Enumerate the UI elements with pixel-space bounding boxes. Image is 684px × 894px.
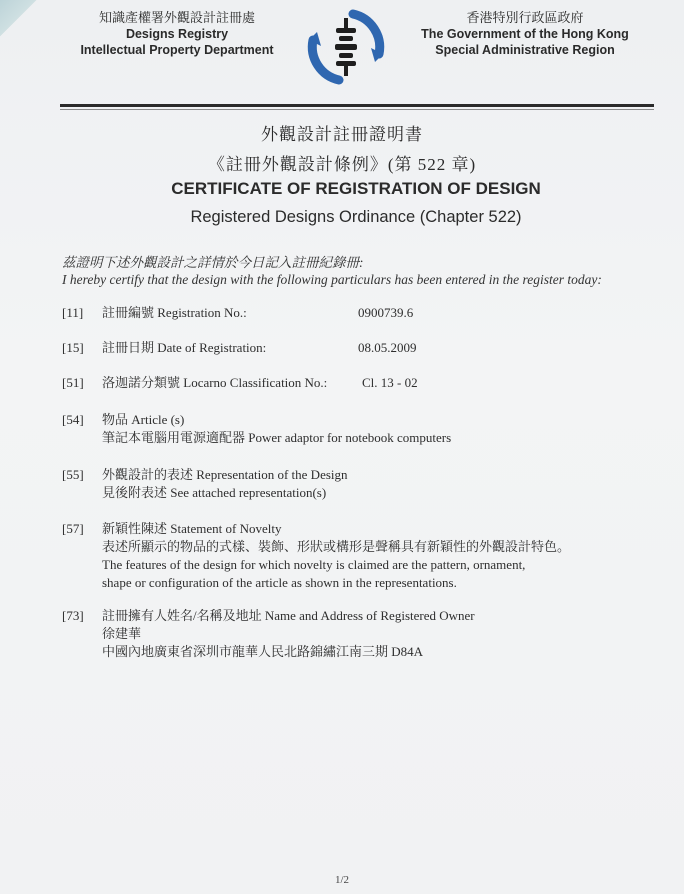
novelty-zh: 表述所顯示的物品的式樣、裝飾、形狀或構形是聲稱具有新穎性的外觀設計特色。 xyxy=(102,539,571,554)
owner-heading: 註冊擁有人姓名/名稱及地址 Name and Address of Registered Owner xyxy=(102,608,475,623)
ordinance-zh: 《註冊外觀設計條例》(第 522 章) xyxy=(207,155,477,174)
article-heading: 物品 Article (s) xyxy=(102,412,185,427)
header-hk-government xyxy=(410,10,640,58)
header-left-en2: Intellectual Property Department xyxy=(80,43,274,57)
title-en: CERTIFICATE OF REGISTRATION OF DESIGN xyxy=(171,179,541,198)
title-zh: 外觀設計註冊證明書 xyxy=(261,125,423,144)
field-label: 註冊編號 Registration No.: xyxy=(102,305,247,320)
novelty-heading: 新穎性陳述 Statement of Novelty xyxy=(102,521,282,536)
field-number: [15] xyxy=(62,340,84,355)
header-right-en2: Special Administrative Region xyxy=(435,43,615,57)
article-description: 筆記本電腦用電源適配器 Power adaptor for notebook computers xyxy=(102,430,452,445)
representation-note: 見後附表述 See attached representation(s) xyxy=(102,485,327,500)
field-number: [55] xyxy=(62,467,84,482)
header-divider-thin xyxy=(60,109,654,110)
field-number: [57] xyxy=(62,521,84,536)
header-left-zh: 知識產權署外觀設計註冊處 xyxy=(98,10,255,25)
registration-number: 0900739.6 xyxy=(358,305,414,320)
novelty-en-2: shape or configuration of the article as shown in the representations. xyxy=(102,575,457,590)
field-number: [73] xyxy=(62,608,84,623)
certification-statement xyxy=(62,254,602,288)
header-right-en1: The Government of the Hong Kong xyxy=(421,27,629,41)
certify-en: I hereby certify that the design with the following particulars has been entered in the register today: xyxy=(62,272,602,287)
header-designs-registry xyxy=(72,10,282,58)
field-label: 註冊日期 Date of Registration: xyxy=(102,340,267,355)
header-left-en1: Designs Registry xyxy=(125,27,229,41)
ordinance-en: Registered Designs Ordinance (Chapter 522) xyxy=(190,208,522,226)
novelty-en-1: The features of the design for which novelty is claimed are the pattern, ornament, xyxy=(102,557,526,572)
field-number: [54] xyxy=(62,412,84,427)
registration-date: 08.05.2009 xyxy=(358,340,417,355)
representation-heading: 外觀設計的表述 Representation of the Design xyxy=(102,467,348,482)
owner-name: 徐建華 xyxy=(102,626,142,641)
owner-address: 中國內地廣東省深圳市龍華人民北路錦繡江南三期 D84A xyxy=(102,644,424,659)
header-right-zh: 香港特別行政區政府 xyxy=(466,10,584,25)
locarno-class: Cl. 13 - 02 xyxy=(362,375,418,390)
certify-zh: 茲證明下述外觀設計之詳情於今日記入註冊紀錄冊: xyxy=(62,255,364,270)
ipd-logo-icon xyxy=(305,8,387,86)
page-number: 1/2 xyxy=(334,874,350,886)
page-corner xyxy=(0,0,40,40)
field-number: [11] xyxy=(62,305,84,320)
field-label: 洛迦諾分類號 Locarno Classification No.: xyxy=(102,375,328,390)
field-number: [51] xyxy=(62,375,84,390)
header-divider xyxy=(60,104,654,107)
